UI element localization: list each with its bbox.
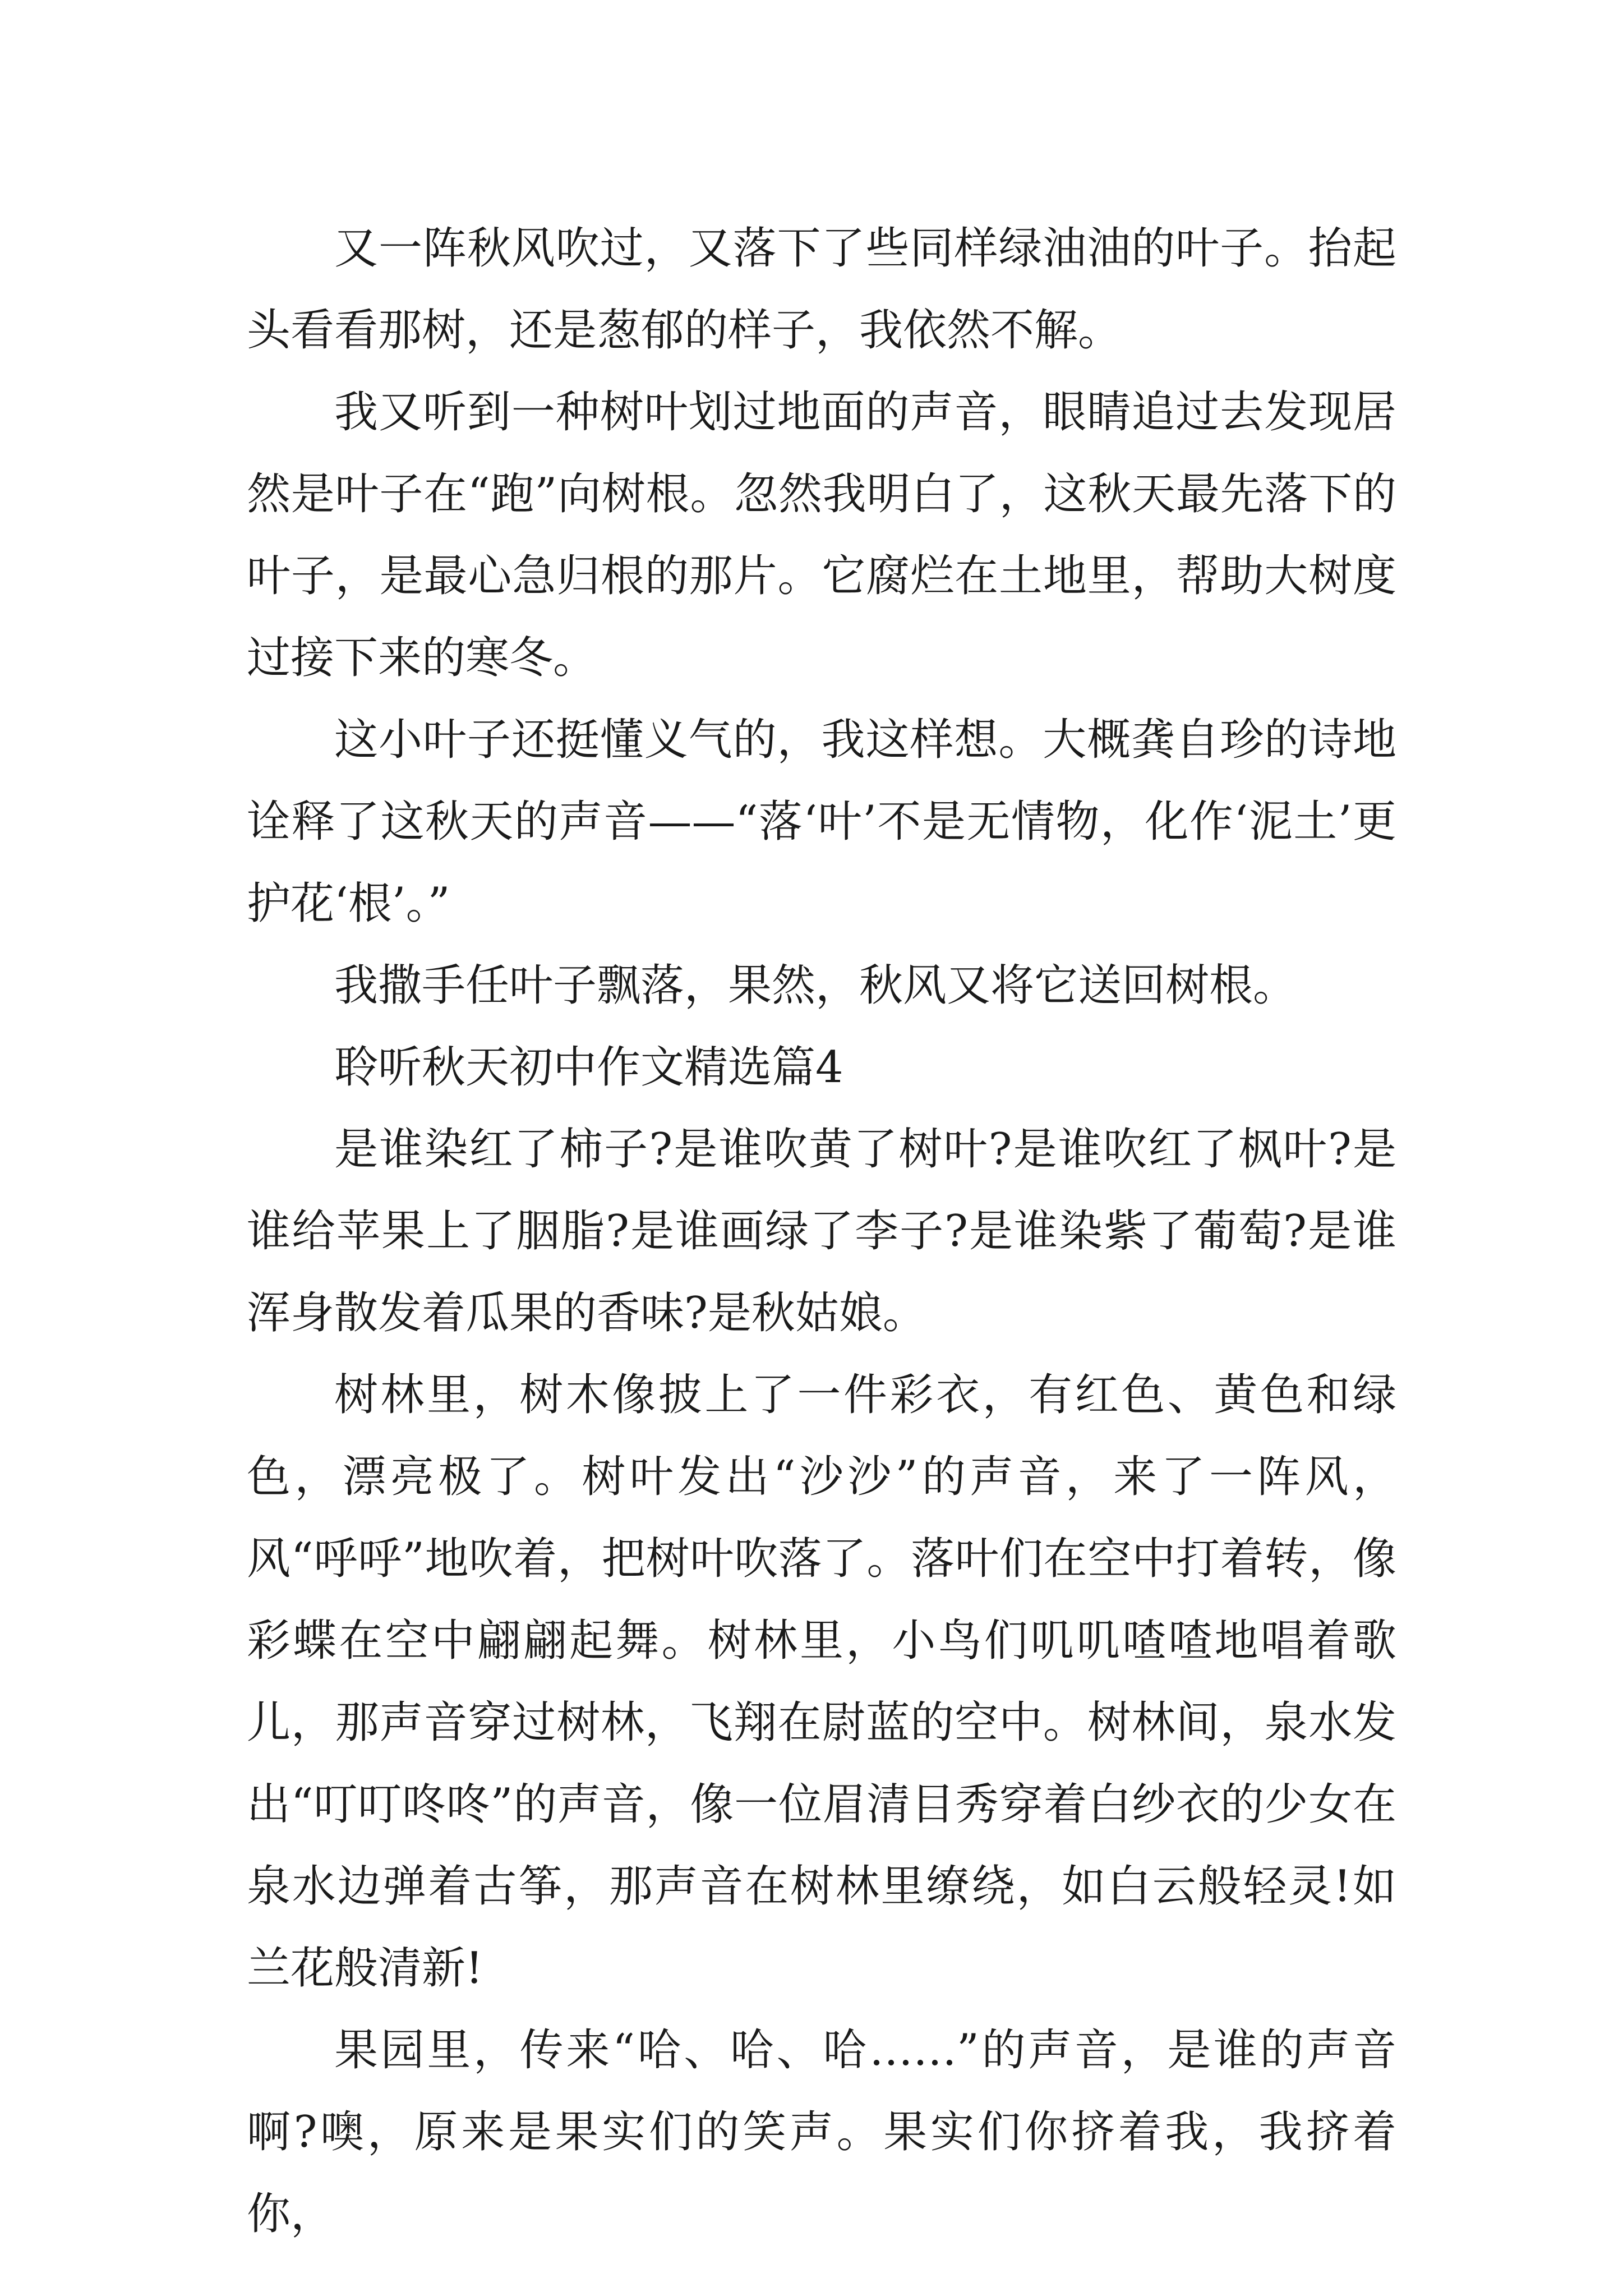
paragraph-orchard: 果园里，传来“哈、哈、哈……”的声音，是谁的声音啊?噢，原来是果实们的笑声。果实们你挤着我，我挤着你， — [247, 2025, 1396, 2239]
section-heading: 聆听秋天初中作文精选篇4 — [334, 1042, 843, 1093]
document-body — [247, 208, 1396, 2255]
paragraph-who-colored: 是谁染红了柿子?是谁吹黄了树叶?是谁吹红了枫叶?是谁给苹果上了胭脂?是谁画绿了李子?是谁染紫了葡萄?是谁浑身散发着瓜果的香味?是秋姑娘。 — [247, 1124, 1396, 1338]
paragraph-autumn-wind: 又一阵秋风吹过，又落下了些同样绿油油的叶子。抬起头看看那树，还是葱郁的样子，我依然不解。 — [247, 223, 1396, 356]
paragraph-forest: 树林里，树木像披上了一件彩衣，有红色、黄色和绿色，漂亮极了。树叶发出“沙沙”的声音，来了一阵风，风“呼呼”地吹着，把树叶吹落了。落叶们在空中打着转，像彩蝶在空中翩翩起舞。树林里，小鸟们叽叽喳喳地唱着歌儿，那声音穿过树林，飞翔在尉蓝的空中。树林间，泉水发出“叮叮咚咚”的声音，像一位眉清目秀穿着白纱衣的少女在泉水边弹着古筝，那声音在树林里缭绕，如白云般轻灵!如兰花般清新! — [247, 1370, 1396, 1994]
paragraph-let-go: 我撒手任叶子飘落，果然，秋风又将它送回树根。 — [334, 960, 1297, 1011]
paragraph-poem: 这小叶子还挺懂义气的，我这样想。大概龚自珍的诗地诠释了这秋天的声音——“落‘叶’不是无情物，化作‘泥土’更护花‘根’。” — [247, 715, 1396, 929]
paragraph-leaf-running: 我又听到一种树叶划过地面的声音，眼睛追过去发现居然是叶子在“跑”向树根。忽然我明白了，这秋天最先落下的叶子，是最心急归根的那片。它腐烂在土地里，帮助大树度过接下来的寒冬。 — [247, 387, 1396, 683]
